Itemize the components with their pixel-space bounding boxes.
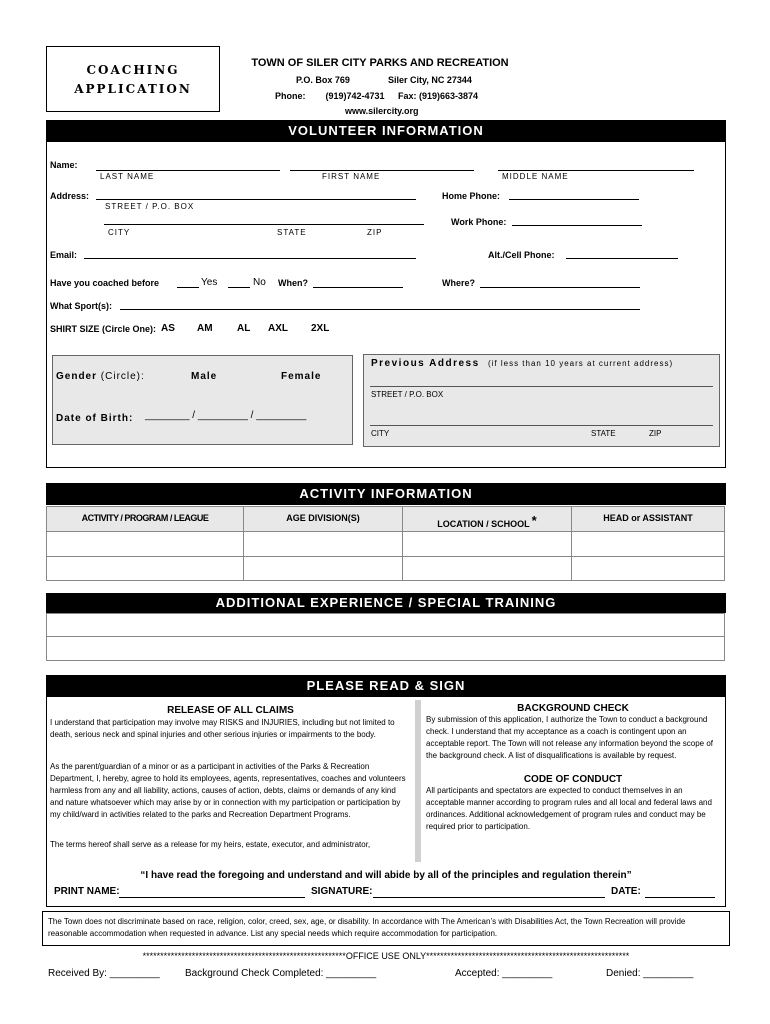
previous-address-note: (if less than 10 years at current address) [487,359,674,368]
coached-before-label: Have you coached before [50,278,160,288]
email-label: Email: [50,250,78,260]
release-paragraph-1: I understand that participation may involve may RISKS and INJURIES, including but not limited to death, serious neck and spinal injuries and other serious injuries or impairments to the body. [50,718,395,739]
previous-address-label: Previous Address [371,358,480,369]
zip-caption: ZIP [367,228,383,237]
website[interactable]: www.silercity.org [345,106,419,116]
cell-phone-label: Alt./Cell Phone: [488,250,555,260]
activity-cell[interactable] [46,531,244,557]
location-cell[interactable] [402,556,572,581]
home-phone-label: Home Phone: [442,191,501,201]
address-label: Address: [50,191,90,201]
city-state-zip-field[interactable] [104,224,424,225]
release-paragraph-2: As the parent/guardian of a minor or as a participant in activities of the Parks & Recreation Department, I, hereby, agree to hold its employees, agents, representatives, coaches and volunteers harmless from any and all liability, actions, causes of action, debts, claims or demands of any kind and nature whatsoever which may arise by or in connection with my participation or participation by my child/ward in activities related to the parks and Recreation Department Programs. [50,762,406,819]
last-name-field[interactable] [96,170,280,171]
experience-heading: ADDITIONAL EXPERIENCE / SPECIAL TRAINING [46,593,726,613]
signature-label: SIGNATURE: [311,886,373,897]
name-label: Name: [50,160,78,170]
work-phone-field[interactable] [512,225,642,226]
middle-name-field[interactable] [498,170,694,171]
activity-cell[interactable] [46,556,244,581]
shirt-size-option[interactable]: AM [197,323,213,334]
location-asterisk: * [531,513,537,528]
release-paragraph-3: The terms hereof shall serve as a release for my heirs, estate, executor, and administrator, [50,840,371,849]
yes-text: Yes [201,277,218,288]
gender-dob-box [52,355,353,445]
previous-street-caption: STREET / P.O. BOX [371,390,444,399]
age-cell[interactable] [243,531,403,557]
work-phone-label: Work Phone: [451,217,507,227]
received-by[interactable]: Received By: _________ [48,968,160,979]
phone: Phone: (919)742-4731 [275,91,385,101]
activity-column-header: ACTIVITY / PROGRAM / LEAGUE [81,513,209,523]
when-field[interactable] [313,287,403,288]
what-sport-field[interactable] [120,309,640,310]
shirt-size-option[interactable]: AL [237,323,251,334]
form-title-line1: COACHING [86,63,180,77]
code-of-conduct-title: CODE OF CONDUCT [523,774,623,785]
previous-street-field[interactable] [370,386,713,387]
where-field[interactable] [480,287,640,288]
previous-zip-caption: ZIP [649,429,662,438]
date-field[interactable] [645,897,715,898]
where-label: Where? [442,278,476,288]
yes-blank[interactable] [177,287,199,288]
middle-name-caption: MIDDLE NAME [502,172,569,181]
dob-label: Date of Birth: [56,413,134,424]
experience-line[interactable] [46,613,725,637]
head-column-header: HEAD or ASSISTANT [603,513,693,523]
activity-heading: ACTIVITY INFORMATION [46,483,726,505]
last-name-caption: LAST NAME [100,172,155,181]
shirt-size-option[interactable]: AS [161,323,175,334]
head-cell[interactable] [571,531,725,557]
first-name-field[interactable] [290,170,474,171]
background-check-title: BACKGROUND CHECK [517,703,629,714]
shirt-size-option[interactable]: AXL [268,323,288,334]
print-name-field[interactable] [119,897,305,898]
street-caption: STREET / P.O. BOX [105,202,195,211]
denied[interactable]: Denied: _________ [606,968,694,979]
gender-circle: (Circle): [100,371,145,382]
dob-field[interactable]: ________ / _________ / _________ [145,410,307,421]
previous-state-caption: STATE [591,429,616,438]
previous-city-caption: CITY [371,429,390,438]
signature-field[interactable] [373,897,605,898]
location-cell[interactable] [402,531,572,557]
no-blank[interactable] [228,287,250,288]
form-title-box [46,46,220,112]
date-label: DATE: [611,886,641,897]
first-name-caption: FIRST NAME [322,172,381,181]
fax: Fax: (919)663-3874 [398,91,479,101]
city-state: Siler City, NC 27344 [388,75,472,85]
experience-line[interactable] [46,636,725,661]
po-box: P.O. Box 769 [296,75,350,85]
city-caption: CITY [108,228,131,237]
home-phone-field[interactable] [509,199,639,200]
no-text: No [253,277,266,288]
cell-phone-field[interactable] [566,258,678,259]
previous-city-field[interactable] [370,425,713,426]
column-divider [415,700,421,862]
street-field[interactable] [96,199,416,200]
shirt-size-option[interactable]: 2XL [311,323,330,334]
background-check-completed[interactable]: Background Check Completed: _________ [185,968,377,979]
nondiscrimination-notice: The Town does not discriminate based on race, religion, color, creed, sex, age, or disability. In accordance with The American’s with Disabilities Act, the Town Recreation will provide reasonable accommodation when requested in advance. List any special needs which require accommodation for participation. [48,917,686,938]
org-name: TOWN OF SILER CITY PARKS AND RECREATION [251,57,509,69]
location-column-label: LOCATION / SCHOOL [437,519,530,529]
agreement-statement: “I have read the foregoing and understand and will abide by all of the principles and regulation therein” [140,870,632,881]
state-caption: STATE [277,228,307,237]
background-check-text: By submission of this application, I authorize the Town to conduct a background check. I understand that my acceptance as a coach is contingent upon an acceptable report. The Town will not release any information beyond the scope of the background check. A list of disqualifications is available by request. [426,715,713,760]
female-option[interactable]: Female [281,371,322,382]
shirt-size-label: SHIRT SIZE (Circle One): [50,324,157,334]
email-field[interactable] [84,258,416,259]
print-name-label: PRINT NAME: [54,886,120,897]
office-use-banner: **********************************************************OFFICE USE ONLY********************************************************** [142,951,630,961]
head-cell[interactable] [571,556,725,581]
code-of-conduct-text: All participants and spectators are expected to conduct themselves in an acceptable manner according to program rules and all local and federal laws and ordinances. Additional acknowledgement of program rules and conduct may be required prior to participation. [426,786,712,831]
age-cell[interactable] [243,556,403,581]
release-title: RELEASE OF ALL CLAIMS [167,705,294,716]
previous-address-heading [371,358,673,369]
when-label: When? [278,278,308,288]
male-option[interactable]: Male [191,371,218,382]
age-column-header: AGE DIVISION(S) [286,513,360,523]
what-sport-label: What Sport(s): [50,301,112,311]
location-column-header [402,513,572,529]
volunteer-heading: VOLUNTEER INFORMATION [46,120,726,142]
gender-title: Gender [56,371,98,382]
form-title-line2: APPLICATION [74,82,192,96]
gender-label [56,371,145,382]
accepted[interactable]: Accepted: _________ [455,968,553,979]
sign-heading: PLEASE READ & SIGN [46,675,726,697]
